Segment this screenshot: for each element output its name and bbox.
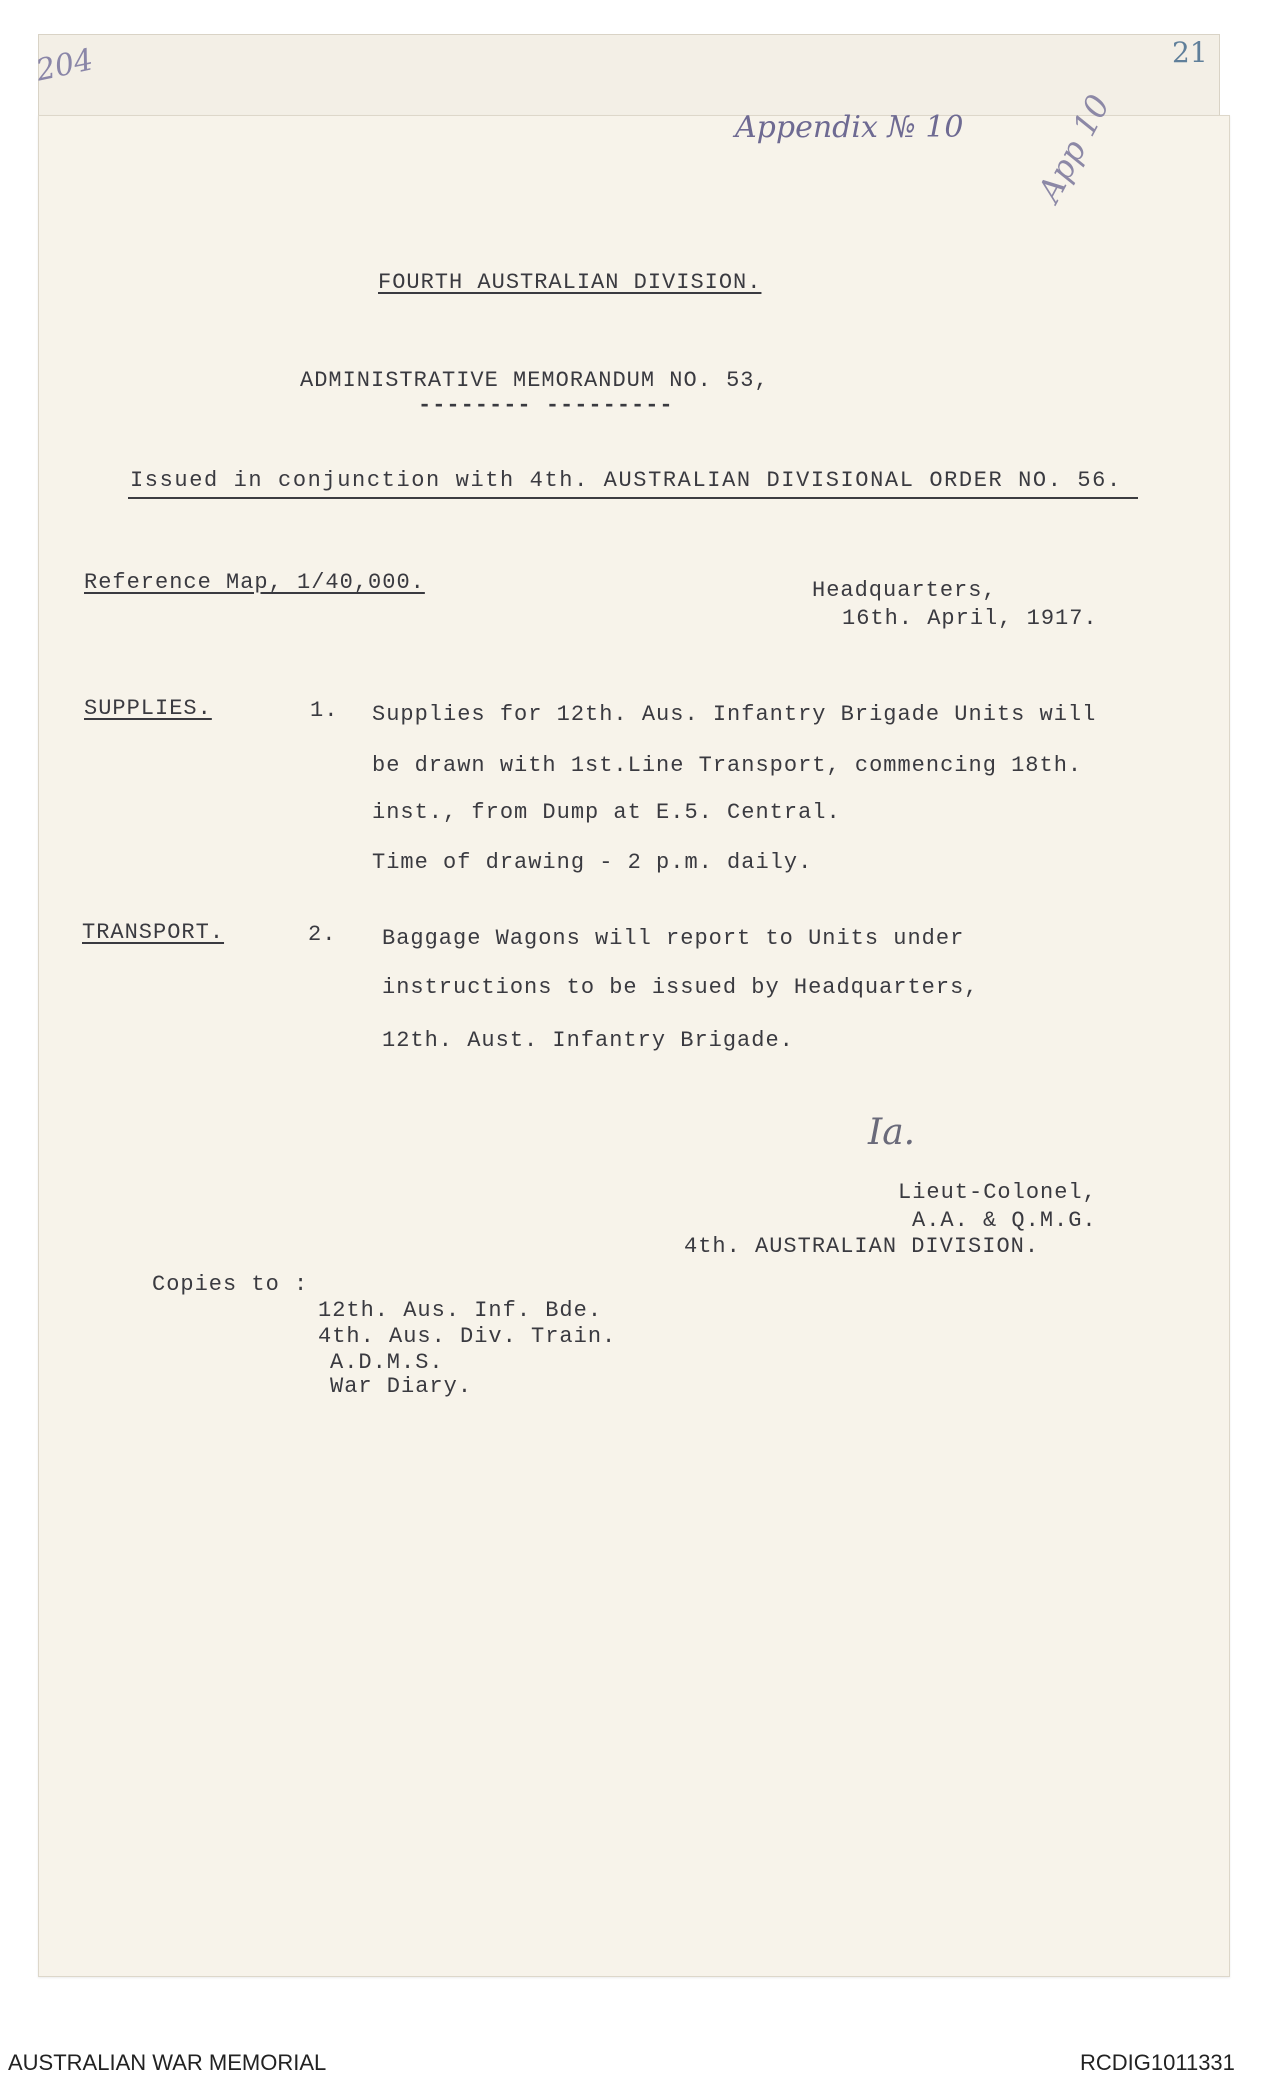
- signature-rank: Lieut-Colonel,: [898, 1180, 1097, 1205]
- supplies-line-2: be drawn with 1st.Line Transport, commencing 18th.: [372, 753, 1083, 778]
- transport-line-1: Baggage Wagons will report to Units under: [382, 926, 965, 951]
- copies-recipient: 12th. Aus. Inf. Bde.: [318, 1298, 603, 1323]
- signature-initials: Ia.: [868, 1112, 916, 1153]
- supplies-line-1: Supplies for 12th. Aus. Infantry Brigade Units will: [372, 702, 1097, 727]
- section-number-2: 2.: [308, 922, 337, 947]
- copies-recipient: 4th. Aus. Div. Train.: [318, 1324, 617, 1349]
- memo-title: ADMINISTRATIVE MEMORANDUM NO. 53,: [300, 368, 769, 393]
- copies-label: Copies to :: [152, 1272, 309, 1297]
- appendix-label: Appendix № 10: [735, 110, 964, 145]
- signature-unit: 4th. AUSTRALIAN DIVISION.: [684, 1234, 1040, 1259]
- memo-date: 16th. April, 1917.: [842, 606, 1098, 631]
- reference-map: Reference Map, 1/40,000.: [84, 570, 425, 595]
- copies-recipient: A.D.M.S.: [330, 1350, 444, 1375]
- section-heading-transport: TRANSPORT.: [82, 920, 225, 945]
- signature-title: A.A. & Q.M.G.: [912, 1208, 1097, 1233]
- footer-record-id: RCDIG1011331: [1080, 2050, 1235, 2075]
- section-number-1: 1.: [310, 698, 339, 723]
- footer-institution: AUSTRALIAN WAR MEMORIAL: [8, 2050, 327, 2075]
- issued-line: Issued in conjunction with 4th. AUSTRALIAN DIVISIONAL ORDER NO. 56.: [130, 468, 1122, 493]
- section-heading-supplies: SUPPLIES.: [84, 696, 212, 721]
- issued-underline: [128, 497, 1138, 499]
- approval-mark: App 10: [1030, 88, 1118, 208]
- memo-title-dashes: -------- ---------: [418, 393, 674, 418]
- supplies-line-3: inst., from Dump at E.5. Central.: [372, 800, 841, 825]
- supplies-line-4: Time of drawing - 2 p.m. daily.: [372, 850, 813, 875]
- division-title: FOURTH AUSTRALIAN DIVISION.: [378, 270, 762, 295]
- transport-line-2: instructions to be issued by Headquarters,: [382, 975, 979, 1000]
- transport-line-3: 12th. Aust. Infantry Brigade.: [382, 1028, 794, 1053]
- headquarters-line: Headquarters,: [812, 578, 997, 603]
- copies-recipient: War Diary.: [330, 1374, 473, 1399]
- page-number-right: 21: [1172, 36, 1208, 69]
- page-number-left: 204: [32, 42, 97, 89]
